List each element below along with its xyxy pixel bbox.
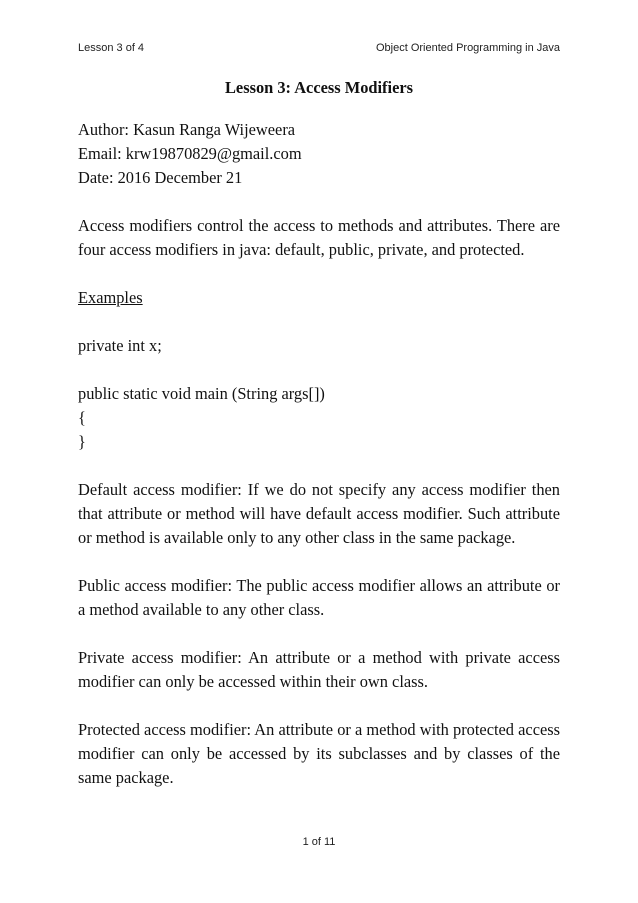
- spacer: [78, 310, 560, 334]
- page-header: [78, 40, 560, 56]
- document-meta: [78, 118, 560, 190]
- default-modifier-paragraph: Default access modifier: If we do not specify any access modifier then that attribute or method will have default access modifier. Such attribute or method is available only to any other class in the same package.: [78, 480, 560, 547]
- document-body: [78, 76, 560, 790]
- page-footer: [0, 834, 638, 850]
- examples-heading: Examples: [78, 288, 143, 307]
- protected-modifier-paragraph: Protected access modifier: An attribute or a method with protected access modifier can only be accessed by its subclasses and by classes of the same package.: [78, 720, 560, 787]
- document-title: Lesson 3: Access Modifiers: [224, 78, 413, 97]
- email-line: Email: krw19870829@gmail.com: [78, 144, 302, 163]
- spacer: [78, 262, 560, 286]
- intro-paragraph: Access modifiers control the access to methods and attributes. There are four access modifiers in java: default, public, private, and protected.: [78, 216, 560, 259]
- spacer: [78, 358, 560, 382]
- spacer: [78, 550, 560, 574]
- author-line: Author: Kasun Ranga Wijeweera: [78, 120, 296, 139]
- date-line: Date: 2016 December 21: [78, 168, 243, 187]
- spacer: [78, 622, 560, 646]
- header-lesson-count: Lesson 3 of 4: [78, 42, 145, 54]
- header-course-title: Object Oriented Programming in Java: [375, 42, 560, 54]
- spacer: [78, 694, 560, 718]
- spacer: [78, 190, 560, 214]
- page-number: 1 of 11: [302, 836, 336, 848]
- code-line: public static void main (String args[]): [78, 384, 325, 403]
- code-line: private int x;: [78, 336, 162, 355]
- private-modifier-paragraph: Private access modifier: An attribute or a method with private access modifier can only be accessed within their own class.: [78, 648, 560, 691]
- code-line: }: [78, 432, 86, 451]
- code-example-method: [78, 382, 560, 454]
- spacer: [78, 454, 560, 478]
- public-modifier-paragraph: Public access modifier: The public access modifier allows an attribute or a method available to any other class.: [78, 576, 560, 619]
- code-example-field: [78, 334, 560, 358]
- code-line: {: [78, 408, 86, 427]
